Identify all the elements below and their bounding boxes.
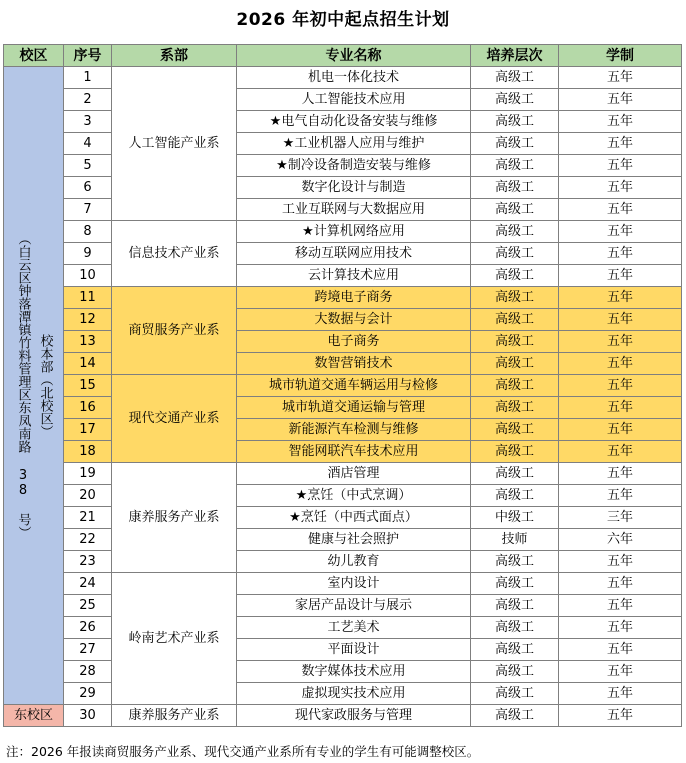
- page-title: 2026 年初中起点招生计划: [236, 10, 450, 30]
- header-dept: 系部: [112, 45, 237, 67]
- seq-cell: 13: [64, 331, 112, 353]
- duration-cell: 五年: [559, 199, 682, 221]
- seq-cell: 23: [64, 551, 112, 573]
- level-cell: 高级工: [471, 441, 559, 463]
- level-cell: 技师: [471, 529, 559, 551]
- table-row: [4, 639, 682, 661]
- seq-cell: 30: [64, 705, 112, 727]
- duration-cell: 五年: [559, 463, 682, 485]
- duration-cell: 五年: [559, 89, 682, 111]
- header-duration: 学制: [559, 45, 682, 67]
- seq-cell: 10: [64, 265, 112, 287]
- table-row: [4, 133, 682, 155]
- duration-cell: 五年: [559, 661, 682, 683]
- duration-cell: 六年: [559, 529, 682, 551]
- major-cell: 数字化设计与制造: [237, 177, 471, 199]
- major-cell: 室内设计: [237, 573, 471, 595]
- major-cell: 虚拟现实技术应用: [237, 683, 471, 705]
- table-row-highlighted: [4, 287, 682, 309]
- duration-cell: 五年: [559, 705, 682, 727]
- table-row: [4, 705, 682, 727]
- major-cell: 电子商务: [237, 331, 471, 353]
- level-cell: 中级工: [471, 507, 559, 529]
- seq-cell: 19: [64, 463, 112, 485]
- seq-cell: 16: [64, 397, 112, 419]
- table-row: [4, 155, 682, 177]
- header-campus: 校区: [4, 45, 64, 67]
- major-cell: 幼儿教育: [237, 551, 471, 573]
- duration-cell: 五年: [559, 155, 682, 177]
- level-cell: 高级工: [471, 595, 559, 617]
- table-row: [4, 221, 682, 243]
- duration-cell: 五年: [559, 111, 682, 133]
- seq-cell: 6: [64, 177, 112, 199]
- seq-cell: 18: [64, 441, 112, 463]
- level-cell: 高级工: [471, 485, 559, 507]
- duration-cell: 五年: [559, 353, 682, 375]
- table-row: [4, 529, 682, 551]
- duration-cell: 五年: [559, 617, 682, 639]
- level-cell: 高级工: [471, 551, 559, 573]
- table-row: [4, 67, 682, 89]
- major-cell: 智能网联汽车技术应用: [237, 441, 471, 463]
- seq-cell: 21: [64, 507, 112, 529]
- dept-info: 信息技术产业系: [112, 221, 237, 287]
- enrollment-table: [3, 44, 682, 727]
- major-cell: ★烹饪（中式烹调）: [237, 485, 471, 507]
- table-row: [4, 89, 682, 111]
- header-level: 培养层次: [471, 45, 559, 67]
- major-cell: ★制冷设备制造安装与维修: [237, 155, 471, 177]
- duration-cell: 五年: [559, 573, 682, 595]
- seq-cell: 27: [64, 639, 112, 661]
- level-cell: 高级工: [471, 309, 559, 331]
- duration-cell: 五年: [559, 639, 682, 661]
- table-row-highlighted: [4, 397, 682, 419]
- major-cell: 现代家政服务与管理: [237, 705, 471, 727]
- seq-cell: 26: [64, 617, 112, 639]
- table-row: [4, 661, 682, 683]
- level-cell: 高级工: [471, 155, 559, 177]
- major-cell: ★烹饪（中西式面点）: [237, 507, 471, 529]
- major-cell: 家居产品设计与展示: [237, 595, 471, 617]
- major-cell: 跨境电子商务: [237, 287, 471, 309]
- major-cell: 健康与社会照护: [237, 529, 471, 551]
- major-cell: 城市轨道交通运输与管理: [237, 397, 471, 419]
- table-row-highlighted: [4, 331, 682, 353]
- major-cell: ★工业机器人应用与维护: [237, 133, 471, 155]
- level-cell: 高级工: [471, 199, 559, 221]
- seq-cell: 5: [64, 155, 112, 177]
- level-cell: 高级工: [471, 683, 559, 705]
- dept-health-east: 康养服务产业系: [112, 705, 237, 727]
- level-cell: 高级工: [471, 331, 559, 353]
- level-cell: 高级工: [471, 705, 559, 727]
- dept-transport: 现代交通产业系: [112, 375, 237, 463]
- header-seq: 序号: [64, 45, 112, 67]
- duration-cell: 五年: [559, 397, 682, 419]
- major-cell: 数智营销技术: [237, 353, 471, 375]
- duration-cell: 五年: [559, 133, 682, 155]
- duration-cell: 五年: [559, 419, 682, 441]
- duration-cell: 五年: [559, 177, 682, 199]
- campus-main-address: （白云区钟落潭镇竹料管理区东凤南路 38 号）: [15, 232, 31, 539]
- level-cell: 高级工: [471, 661, 559, 683]
- level-cell: 高级工: [471, 463, 559, 485]
- seq-cell: 8: [64, 221, 112, 243]
- level-cell: 高级工: [471, 89, 559, 111]
- seq-cell: 7: [64, 199, 112, 221]
- duration-cell: 五年: [559, 265, 682, 287]
- seq-cell: 17: [64, 419, 112, 441]
- table-row: [4, 485, 682, 507]
- seq-cell: 4: [64, 133, 112, 155]
- duration-cell: 五年: [559, 287, 682, 309]
- seq-cell: 24: [64, 573, 112, 595]
- table-row: [4, 177, 682, 199]
- dept-health: 康养服务产业系: [112, 463, 237, 573]
- seq-cell: 14: [64, 353, 112, 375]
- seq-cell: 11: [64, 287, 112, 309]
- major-cell: 城市轨道交通车辆运用与检修: [237, 375, 471, 397]
- seq-cell: 1: [64, 67, 112, 89]
- table-row: [4, 111, 682, 133]
- duration-cell: 五年: [559, 331, 682, 353]
- level-cell: 高级工: [471, 419, 559, 441]
- table-row: [4, 199, 682, 221]
- campus-east-cell: 东校区: [4, 705, 64, 727]
- level-cell: 高级工: [471, 287, 559, 309]
- level-cell: 高级工: [471, 177, 559, 199]
- major-cell: 酒店管理: [237, 463, 471, 485]
- seq-cell: 9: [64, 243, 112, 265]
- duration-cell: 三年: [559, 507, 682, 529]
- table-row-highlighted: [4, 375, 682, 397]
- seq-cell: 28: [64, 661, 112, 683]
- seq-cell: 25: [64, 595, 112, 617]
- table-row-highlighted: [4, 419, 682, 441]
- level-cell: 高级工: [471, 221, 559, 243]
- header-major: 专业名称: [237, 45, 471, 67]
- table-row-highlighted: [4, 353, 682, 375]
- table-row: [4, 243, 682, 265]
- duration-cell: 五年: [559, 243, 682, 265]
- level-cell: 高级工: [471, 353, 559, 375]
- major-cell: 机电一体化技术: [237, 67, 471, 89]
- level-cell: 高级工: [471, 265, 559, 287]
- table-row-highlighted: [4, 441, 682, 463]
- table-row: [4, 463, 682, 485]
- table-row: [4, 617, 682, 639]
- major-cell: ★计算机网络应用: [237, 221, 471, 243]
- level-cell: 高级工: [471, 397, 559, 419]
- major-cell: 云计算技术应用: [237, 265, 471, 287]
- dept-trade: 商贸服务产业系: [112, 287, 237, 375]
- level-cell: 高级工: [471, 67, 559, 89]
- duration-cell: 五年: [559, 485, 682, 507]
- header-row: [4, 45, 682, 67]
- level-cell: 高级工: [471, 573, 559, 595]
- level-cell: 高级工: [471, 639, 559, 661]
- duration-cell: 五年: [559, 375, 682, 397]
- table-row: [4, 595, 682, 617]
- table-row: [4, 573, 682, 595]
- major-cell: 工艺美术: [237, 617, 471, 639]
- campus-main-name: 校本部（北校区）: [37, 333, 53, 438]
- table-row-highlighted: [4, 309, 682, 331]
- seq-cell: 12: [64, 309, 112, 331]
- seq-cell: 20: [64, 485, 112, 507]
- duration-cell: 五年: [559, 551, 682, 573]
- seq-cell: 29: [64, 683, 112, 705]
- duration-cell: 五年: [559, 683, 682, 705]
- major-cell: 工业互联网与大数据应用: [237, 199, 471, 221]
- footnote: 注：2026 年报读商贸服务产业系、现代交通产业系所有专业的学生有可能调整校区。: [6, 744, 480, 759]
- level-cell: 高级工: [471, 111, 559, 133]
- major-cell: 大数据与会计: [237, 309, 471, 331]
- major-cell: 人工智能技术应用: [237, 89, 471, 111]
- dept-art: 岭南艺术产业系: [112, 573, 237, 705]
- campus-main-cell: [4, 67, 64, 705]
- duration-cell: 五年: [559, 221, 682, 243]
- duration-cell: 五年: [559, 595, 682, 617]
- seq-cell: 2: [64, 89, 112, 111]
- level-cell: 高级工: [471, 243, 559, 265]
- dept-ai: 人工智能产业系: [112, 67, 237, 221]
- major-cell: 数字媒体技术应用: [237, 661, 471, 683]
- major-cell: 移动互联网应用技术: [237, 243, 471, 265]
- duration-cell: 五年: [559, 309, 682, 331]
- level-cell: 高级工: [471, 617, 559, 639]
- seq-cell: 22: [64, 529, 112, 551]
- duration-cell: 五年: [559, 67, 682, 89]
- duration-cell: 五年: [559, 441, 682, 463]
- major-cell: ★电气自动化设备安装与维修: [237, 111, 471, 133]
- major-cell: 新能源汽车检测与维修: [237, 419, 471, 441]
- level-cell: 高级工: [471, 375, 559, 397]
- table-row: [4, 507, 682, 529]
- table-row: [4, 265, 682, 287]
- table-row: [4, 551, 682, 573]
- seq-cell: 15: [64, 375, 112, 397]
- major-cell: 平面设计: [237, 639, 471, 661]
- level-cell: 高级工: [471, 133, 559, 155]
- table-row: [4, 683, 682, 705]
- seq-cell: 3: [64, 111, 112, 133]
